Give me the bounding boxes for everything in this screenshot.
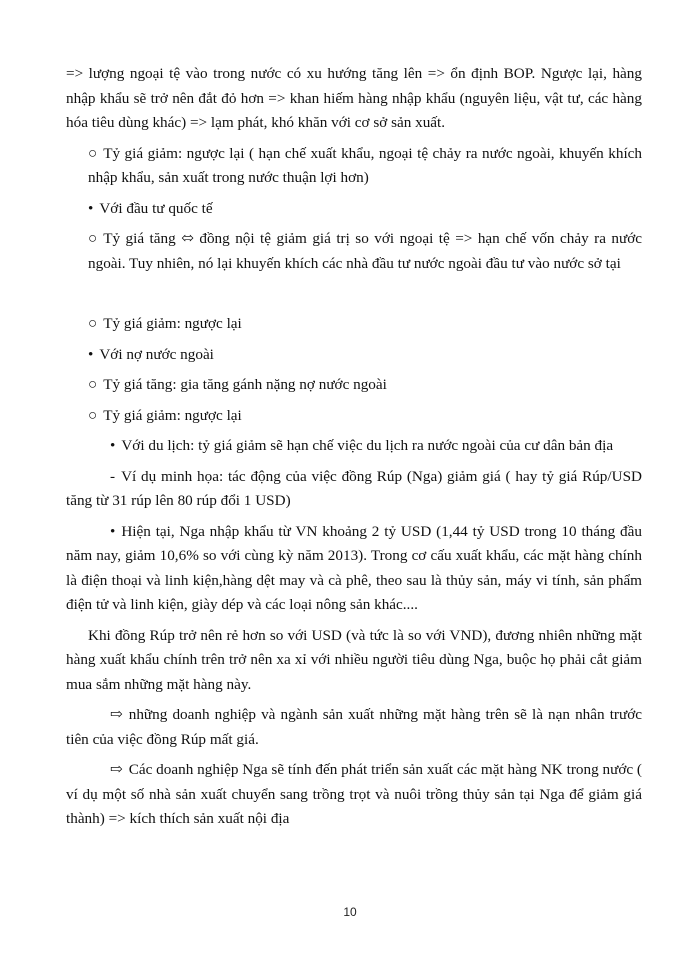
blank-line	[66, 282, 642, 312]
hollow-circle-bullet-icon: ○	[88, 315, 98, 332]
paragraph-text: Khi đồng Rúp trở nên rẻ hơn so với USD (và tức là so với VND), đương nhiên những mặt hàng xuất khẩu chính trên trở nên xa xỉ với nhiều người tiêu dùng Nga, buộc họ phải cắt giảm mua sắm những mặt hàng này.	[66, 626, 642, 693]
arrow-item-victims	[66, 703, 642, 752]
paragraph-text: => lượng ngoại tệ vào trong nước có xu hướng tăng lên => ổn định BOP. Ngược lại, hàng nhập khẩu sẽ trở nên đắt đỏ hơn => khan hiếm hàng nhập khẩu (nguyên liệu, vật tư, các hàng hóa tiêu dùng khác) => lạm phát, khó khăn với cơ sở sản xuất.	[66, 65, 642, 131]
bullet-text: Các doanh nghiệp Nga sẽ tính đến phát triển sản xuất các mặt hàng NK trong nước ( ví dụ một số nhà sản xuất chuyển sang trồng trọt và nuôi trồng thủy sản tại Nga để giảm giá thành) => kích thích sản xuất nội địa	[66, 761, 642, 827]
right-arrow-icon: ⇨	[110, 761, 123, 778]
bullet-text: Tỷ giá giảm: ngược lại	[103, 315, 242, 332]
filled-dot-bullet-icon: •	[110, 522, 116, 540]
bullet-tourism	[66, 434, 642, 459]
sub-bullet-rate-decrease-trade	[66, 142, 642, 191]
bullet-text: Ví dụ minh họa: tác động của việc đồng Rúp (Nga) giảm giá ( hay tỷ giá Rúp/USD tăng từ 31 rúp lên 80 rúp đổi 1 USD)	[66, 467, 642, 509]
sub-bullet-rate-increase-debt	[66, 373, 642, 398]
page-number: 10	[343, 905, 357, 919]
arrow-item-domestic-production	[66, 758, 642, 832]
sub-bullet-rate-decrease-investment	[66, 312, 642, 337]
right-arrow-icon: ⇨	[110, 706, 123, 723]
bullet-foreign-debt	[66, 343, 642, 368]
bullet-text: Tỷ giá tăng ⬄ đồng nội tệ giảm giá trị so với ngoại tệ => hạn chế vốn chảy ra nước ngoài. Tuy nhiên, nó lại khuyến khích các nhà đầu tư nước ngoài đầu tư vào nước sở tại	[88, 230, 642, 272]
bullet-text: Với du lịch: tỷ giá giảm sẽ hạn chế việc du lịch ra nước ngoài của cư dân bản địa	[121, 437, 614, 454]
bullet-text: những doanh nghiệp và ngành sản xuất những mặt hàng trên sẽ là nạn nhân trước tiên của việc đồng Rúp mất giá.	[66, 706, 642, 748]
bullet-text: Tỷ giá giảm: ngược lại	[103, 406, 242, 424]
paragraph-bop-effect	[66, 62, 642, 136]
bullet-text: Tỷ giá giảm: ngược lại ( hạn chế xuất khẩu, ngoại tệ chảy ra nước ngoài, khuyến khích nhập khẩu, sản xuất trong nước thuận lợi hơn)	[88, 144, 642, 186]
filled-dot-bullet-icon: •	[88, 345, 94, 363]
hollow-circle-bullet-icon: ○	[88, 144, 98, 162]
bullet-russia-imports	[66, 520, 642, 618]
bullet-text: Với đầu tư quốc tế	[99, 199, 213, 217]
paragraph-ruble-cheaper	[66, 624, 642, 698]
page-body	[66, 62, 642, 838]
bullet-text: Với nợ nước ngoài	[99, 345, 214, 363]
sub-bullet-rate-increase-investment	[66, 227, 642, 276]
bullet-text: Hiện tại, Nga nhập khẩu từ VN khoảng 2 tỷ USD (1,44 tỷ USD trong 10 tháng đầu năm nay, giảm 10,6% so với cùng kỳ năm 2013). Trong cơ cấu xuất khẩu, các mặt hàng chính là điện thoại và linh kiện,hàng dệt may và cà phê, theo sau là thủy sản, máy vi tính, sản phẩm điện tử và linh kiện, giày dép và các loại nông sản khác....	[66, 522, 642, 613]
example-ruble-devaluation	[66, 465, 642, 514]
filled-dot-bullet-icon: •	[88, 199, 94, 217]
hollow-circle-bullet-icon: ○	[88, 230, 98, 247]
dash-bullet-icon: -	[110, 467, 116, 485]
sub-bullet-rate-decrease-debt	[66, 404, 642, 429]
hollow-circle-bullet-icon: ○	[88, 376, 98, 393]
filled-dot-bullet-icon: •	[110, 437, 116, 454]
hollow-circle-bullet-icon: ○	[88, 406, 98, 424]
bullet-text: Tỷ giá tăng: gia tăng gánh nặng nợ nước ngoài	[103, 376, 387, 393]
bullet-international-investment	[66, 197, 642, 222]
